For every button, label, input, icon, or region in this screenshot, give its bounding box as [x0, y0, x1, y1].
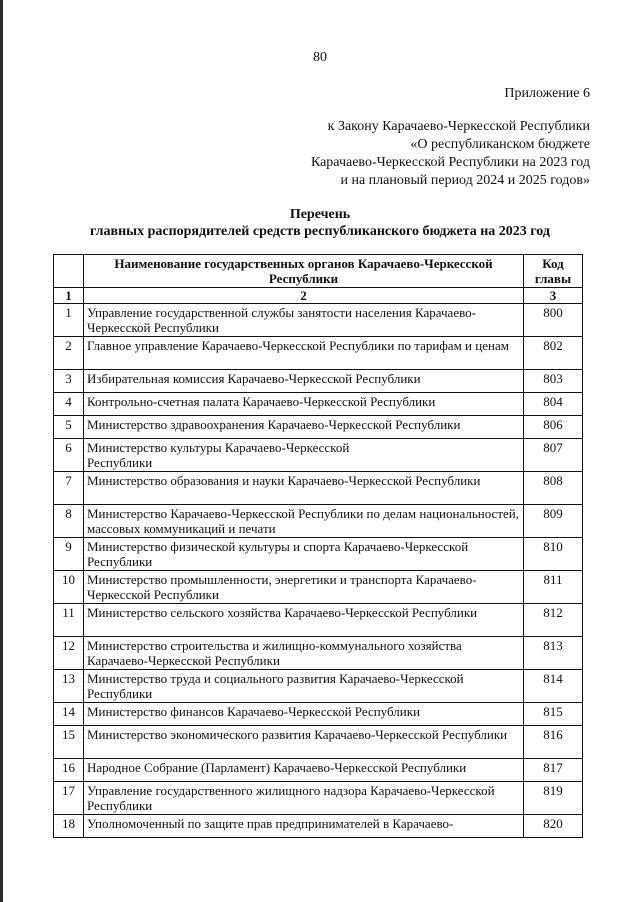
row-name: Главное управление Карачаево-Черкесской Республики по тарифам и ценам — [84, 337, 524, 370]
row-name — [84, 439, 524, 472]
row-name: Министерство физической культуры и спорта Карачаево-Черкесской Республики — [84, 538, 524, 571]
row-code: 813 — [524, 637, 583, 670]
header-number — [54, 255, 84, 288]
table-row — [54, 505, 583, 538]
row-name: Уполномоченный по защите прав предпринимателей в Карачаево- — [84, 815, 524, 838]
row-code: 810 — [524, 538, 583, 571]
table-row — [54, 782, 583, 815]
row-number: 6 — [54, 439, 84, 472]
row-name: Министерство экономического развития Карачаево-Черкесской Республики — [84, 726, 524, 759]
row-number: 11 — [54, 604, 84, 637]
table-row — [54, 703, 583, 726]
table-row — [54, 571, 583, 604]
list-title-line: главных распорядителей средств республиканского бюджета на 2023 год — [90, 224, 550, 239]
row-number: 14 — [54, 703, 84, 726]
row-number: 1 — [54, 304, 84, 337]
table-row — [54, 759, 583, 782]
row-code: 802 — [524, 337, 583, 370]
row-name-line: Министерство культуры Карачаево-Черкесской — [87, 440, 350, 455]
law-reference-line: «О республиканском бюджете — [410, 137, 590, 152]
row-number: 5 — [54, 416, 84, 439]
row-name: Управление государственной службы занятости населения Карачаево-Черкесской Республики — [84, 304, 524, 337]
table-row — [54, 370, 583, 393]
row-code: 808 — [524, 472, 583, 505]
table-row — [54, 472, 583, 505]
row-name: Министерство строительства и жилищно-коммунального хозяйства Карачаево-Черкесской Республики — [84, 637, 524, 670]
row-code: 817 — [524, 759, 583, 782]
row-name: Министерство образования и науки Карачаево-Черкесской Республики — [84, 472, 524, 505]
row-code: 816 — [524, 726, 583, 759]
list-title — [0, 206, 640, 240]
list-title-line: Перечень — [289, 207, 351, 222]
row-code: 820 — [524, 815, 583, 838]
row-name: Управление государственного жилищного надзора Карачаево-Черкесской Республики — [84, 782, 524, 815]
row-code: 803 — [524, 370, 583, 393]
column-number: 2 — [84, 288, 524, 304]
law-reference — [311, 118, 590, 190]
table-row — [54, 726, 583, 759]
row-name: Министерство Карачаево-Черкесской Республики по делам национальностей, массовых коммуникаций и печати — [84, 505, 524, 538]
row-number: 17 — [54, 782, 84, 815]
table-row — [54, 670, 583, 703]
page-number: 80 — [313, 50, 327, 65]
table-row — [54, 538, 583, 571]
row-code: 806 — [524, 416, 583, 439]
table-row — [54, 815, 583, 838]
column-number: 1 — [54, 288, 84, 304]
row-number: 16 — [54, 759, 84, 782]
table-row — [54, 416, 583, 439]
row-name: Министерство финансов Карачаево-Черкесской Республики — [84, 703, 524, 726]
row-code: 811 — [524, 571, 583, 604]
budget-administrators-table — [53, 254, 583, 838]
row-code: 800 — [524, 304, 583, 337]
table-row — [54, 439, 583, 472]
row-code: 812 — [524, 604, 583, 637]
row-number: 2 — [54, 337, 84, 370]
row-number: 3 — [54, 370, 84, 393]
appendix-label: Приложение 6 — [504, 86, 590, 101]
row-number: 9 — [54, 538, 84, 571]
row-code: 819 — [524, 782, 583, 815]
row-number: 18 — [54, 815, 84, 838]
table-row — [54, 304, 583, 337]
scan-edge — [0, 0, 3, 902]
row-number: 4 — [54, 393, 84, 416]
law-reference-line: Карачаево-Черкесской Республики на 2023 год — [310, 155, 590, 170]
row-name: Контрольно-счетная палата Карачаево-Черкесской Республики — [84, 393, 524, 416]
row-name: Народное Собрание (Парламент) Карачаево-Черкесской Республики — [84, 759, 524, 782]
row-name: Министерство труда и социального развития Карачаево-Черкесской Республики — [84, 670, 524, 703]
row-code: 809 — [524, 505, 583, 538]
law-reference-line: к Закону Карачаево-Черкесской Республики — [327, 119, 590, 134]
column-number-row — [54, 288, 583, 304]
row-code: 814 — [524, 670, 583, 703]
row-number: 15 — [54, 726, 84, 759]
row-code: 807 — [524, 439, 583, 472]
header-name: Наименование государственных органов Карачаево-Черкесской Республики — [84, 255, 524, 288]
row-name: Министерство сельского хозяйства Карачаево-Черкесской Республики — [84, 604, 524, 637]
row-name: Министерство промышленности, энергетики и транспорта Карачаево-Черкесской Республики — [84, 571, 524, 604]
row-name: Избирательная комиссия Карачаево-Черкесской Республики — [84, 370, 524, 393]
row-code: 815 — [524, 703, 583, 726]
row-number: 13 — [54, 670, 84, 703]
row-number: 12 — [54, 637, 84, 670]
row-name: Министерство здравоохранения Карачаево-Черкесской Республики — [84, 416, 524, 439]
table-header-row — [54, 255, 583, 288]
table-row — [54, 393, 583, 416]
header-code: Код главы — [524, 255, 583, 288]
row-number: 7 — [54, 472, 84, 505]
row-name-line: Республики — [87, 455, 153, 470]
row-number: 8 — [54, 505, 84, 538]
law-reference-line: и на плановый период 2024 и 2025 годов» — [340, 173, 590, 188]
table-row — [54, 337, 583, 370]
row-number: 10 — [54, 571, 84, 604]
column-number: 3 — [524, 288, 583, 304]
table-row — [54, 637, 583, 670]
table-row — [54, 604, 583, 637]
row-code: 804 — [524, 393, 583, 416]
